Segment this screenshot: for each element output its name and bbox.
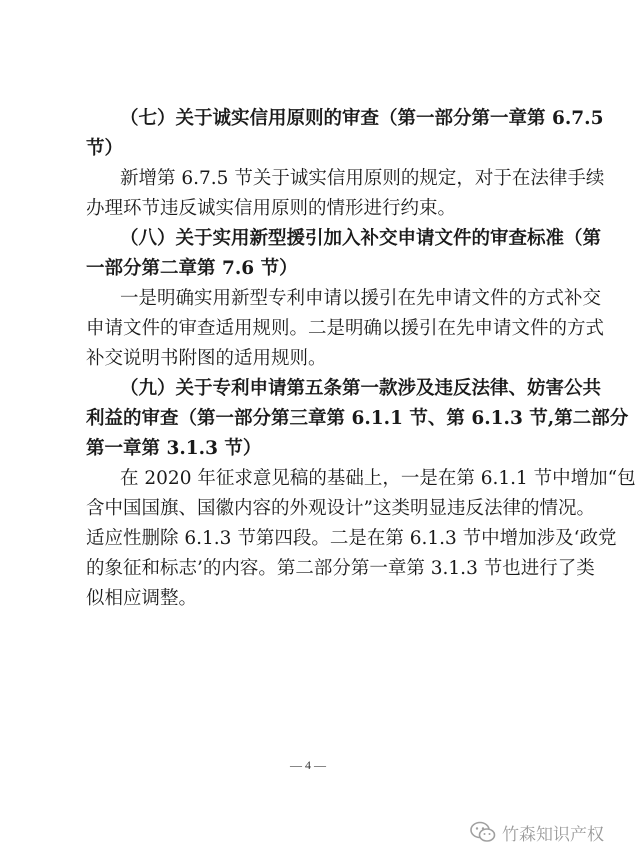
section-9-body-line-4: 的象征和标志’的内容。第二部分第一章第 3.1.3 节也进行了类 (86, 558, 595, 579)
section-9-heading-line-2: 利益的审查（第一部分第三章第 6.1.1 节、第 6.1.3 节,第二部分 (86, 408, 629, 429)
wechat-icon (470, 821, 496, 843)
section-8-heading-line-1: （八）关于实用新型援引加入补交申请文件的审查标准（第 (120, 228, 602, 249)
section-7-heading-line-1: （七）关于诚实信用原则的审查（第一部分第一章第 6.7.5 (120, 108, 604, 129)
section-9-body-line-1: 在 2020 年征求意见稿的基础上，一是在第 6.1.1 节中增加“包 (120, 468, 636, 489)
section-9-heading-line-3: 第一章第 3.1.3 节） (86, 438, 262, 459)
section-9-body-line-2: 含中国国旗、国徽内容的外观设计”这类明显违反法律的情况。 (86, 498, 595, 519)
section-9-body-line-3: 适应性删除 6.1.3 节第四段。二是在第 6.1.3 节中增加涉及‘政党 (86, 528, 617, 549)
section-8-body-line-3: 补交说明书附图的适用规则。 (86, 348, 327, 369)
section-7-body-line-2: 办理环节违反诚实信用原则的情形进行约束。 (86, 198, 457, 219)
section-9-heading-line-1: （九）关于专利申请第五条第一款涉及违反法律、妨害公共 (120, 378, 602, 399)
watermark-text: 竹森知识产权 (502, 824, 604, 845)
section-8-heading-line-2: 一部分第二章第 7.6 节） (86, 258, 298, 279)
page-number: — 4 — (290, 758, 326, 772)
section-9-body-line-5: 似相应调整。 (86, 588, 198, 609)
watermark (470, 820, 604, 844)
section-8-body-line-2: 申请文件的审查适用规则。二是明确以援引在先申请文件的方式 (86, 318, 605, 339)
section-7-body-line-1: 新增第 6.7.5 节关于诚实信用原则的规定，对于在法律手续 (120, 168, 605, 189)
section-8-body-line-1: 一是明确实用新型专利申请以援引在先申请文件的方式补交 (120, 288, 602, 309)
section-7-heading-line-2: 节） (86, 138, 124, 159)
